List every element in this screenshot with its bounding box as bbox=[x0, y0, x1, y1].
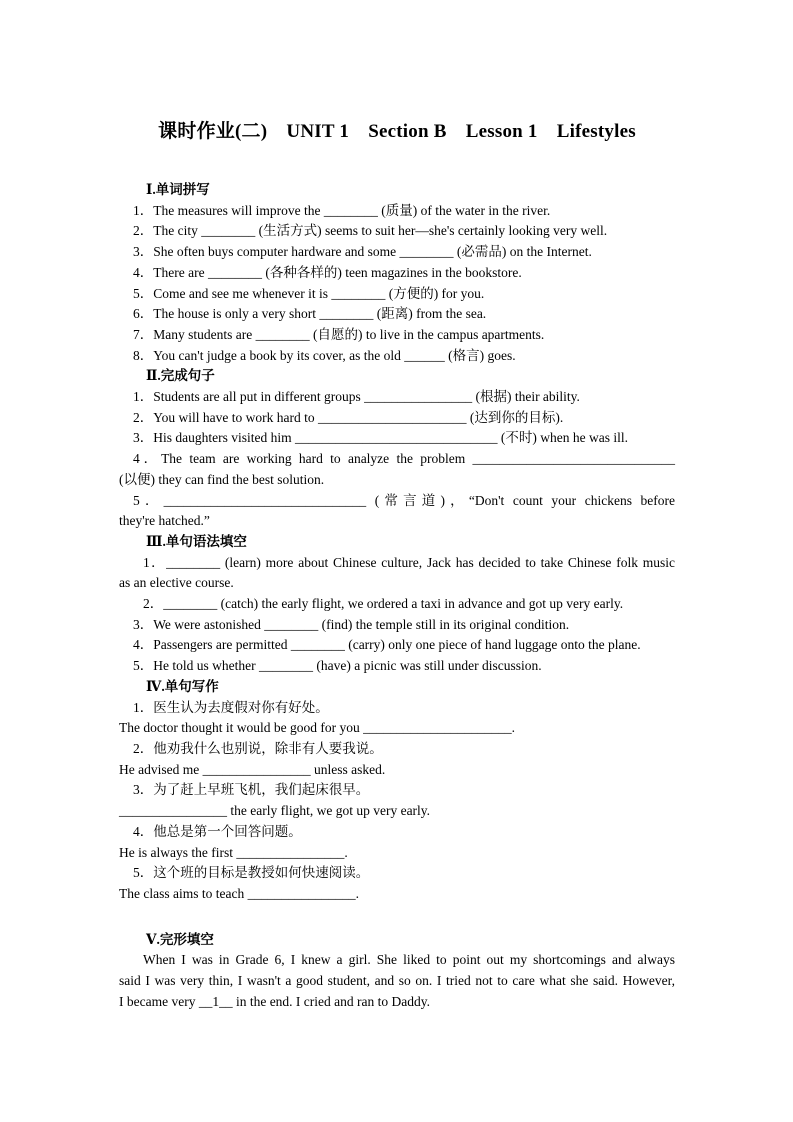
worksheet-line: He is always the first ________________. bbox=[119, 844, 348, 860]
worksheet-line: 3．She often buys computer hardware and some ________ (必需品) on the Internet. bbox=[133, 244, 592, 260]
worksheet-line: 5．Come and see me whenever it is ________ (方便的) for you. bbox=[133, 285, 485, 301]
worksheet-line: The doctor thought it would be good for you ______________________. bbox=[119, 720, 515, 736]
worksheet-line: 5．这个班的目标是教授如何快速阅读。 bbox=[133, 865, 370, 881]
worksheet-line: 3．His daughters visited him ______________________________ (不时) when he was ill. bbox=[133, 430, 628, 446]
worksheet-line: 2．The city ________ (生活方式) seems to suit her—she's certainly looking very well. bbox=[133, 223, 608, 239]
worksheet-line: ________________ the early flight, we got up very early. bbox=[119, 803, 431, 819]
section-heading: Ⅴ.完形填空 bbox=[146, 931, 214, 947]
worksheet-line: 1．医生认为去度假对你有好处。 bbox=[133, 699, 329, 715]
worksheet-line: 1．The measures will improve the ________ (质量) of the water in the river. bbox=[133, 202, 551, 218]
worksheet-line: 5．He told us whether ________ (have) a picnic was still under discussion. bbox=[133, 658, 542, 674]
section-heading: Ⅱ.完成句子 bbox=[146, 368, 215, 384]
worksheet-line: 8．You can't judge a book by its cover, as the old ______ (格言) goes. bbox=[133, 347, 516, 363]
worksheet-line: they're hatched.” bbox=[119, 513, 210, 529]
worksheet-line: 2．________ (catch) the early flight, we ordered a taxi in advance and got up very early. bbox=[143, 596, 624, 612]
worksheet-line: When I was in Grade 6, I knew a girl. She liked to point out my shortcomings and always bbox=[143, 952, 675, 968]
section-heading: Ⅲ.单句语法填空 bbox=[146, 533, 247, 549]
worksheet-line: 2．他劝我什么也别说，除非有人要我说。 bbox=[133, 740, 383, 756]
worksheet-line: as an elective course. bbox=[119, 575, 234, 591]
section-heading: Ⅳ.单句写作 bbox=[146, 678, 219, 694]
worksheet-line: The class aims to teach ________________. bbox=[119, 885, 359, 901]
worksheet-line: I became very __1__ in the end. I cried and ran to Daddy. bbox=[119, 993, 431, 1009]
section-heading: Ⅰ.单词拼写 bbox=[146, 182, 210, 197]
worksheet-line: 2．You will have to work hard to ______________________ (达到你的目标). bbox=[133, 409, 564, 425]
worksheet-line: 7．Many students are ________ (自愿的) to live in the campus apartments. bbox=[133, 326, 545, 342]
worksheet-line: 4．There are ________ (各种各样的) teen magazines in the bookstore. bbox=[133, 264, 522, 280]
worksheet-title: 课时作业(二) UNIT 1 Section B Lesson 1 Lifestyles bbox=[158, 121, 636, 142]
worksheet-line: 5．______________________________ (常言道)，“Don't count your chickens before bbox=[133, 492, 675, 508]
worksheet-line: 1．________ (learn) more about Chinese culture, Jack has decided to take Chinese folk music bbox=[143, 554, 675, 570]
worksheet-line: 4．The team are working hard to analyze the problem ______________________________ bbox=[133, 451, 675, 467]
worksheet-line: said I was very thin, I wasn't a good student, and so on. I tried not to care what she said. However, bbox=[119, 973, 675, 989]
worksheet-line: 4．他总是第一个回答问题。 bbox=[133, 823, 302, 839]
worksheet-line: 3．为了赶上早班飞机，我们起床很早。 bbox=[133, 782, 370, 798]
worksheet-body bbox=[119, 180, 675, 1012]
worksheet-line: 6．The house is only a very short ________ (距离) from the sea. bbox=[133, 306, 487, 322]
worksheet-line: (以便) they can find the best solution. bbox=[119, 471, 325, 487]
worksheet-content bbox=[119, 118, 675, 1012]
section-spacer bbox=[119, 905, 675, 930]
worksheet-line: 4．Passengers are permitted ________ (carry) only one piece of hand luggage onto the plane. bbox=[133, 637, 641, 653]
worksheet-line: 3．We were astonished ________ (find) the temple still in its original condition. bbox=[133, 616, 570, 632]
worksheet-line: He advised me ________________ unless asked. bbox=[119, 761, 386, 777]
worksheet-line: 1．Students are all put in different groups ________________ (根据) their ability. bbox=[133, 389, 580, 405]
